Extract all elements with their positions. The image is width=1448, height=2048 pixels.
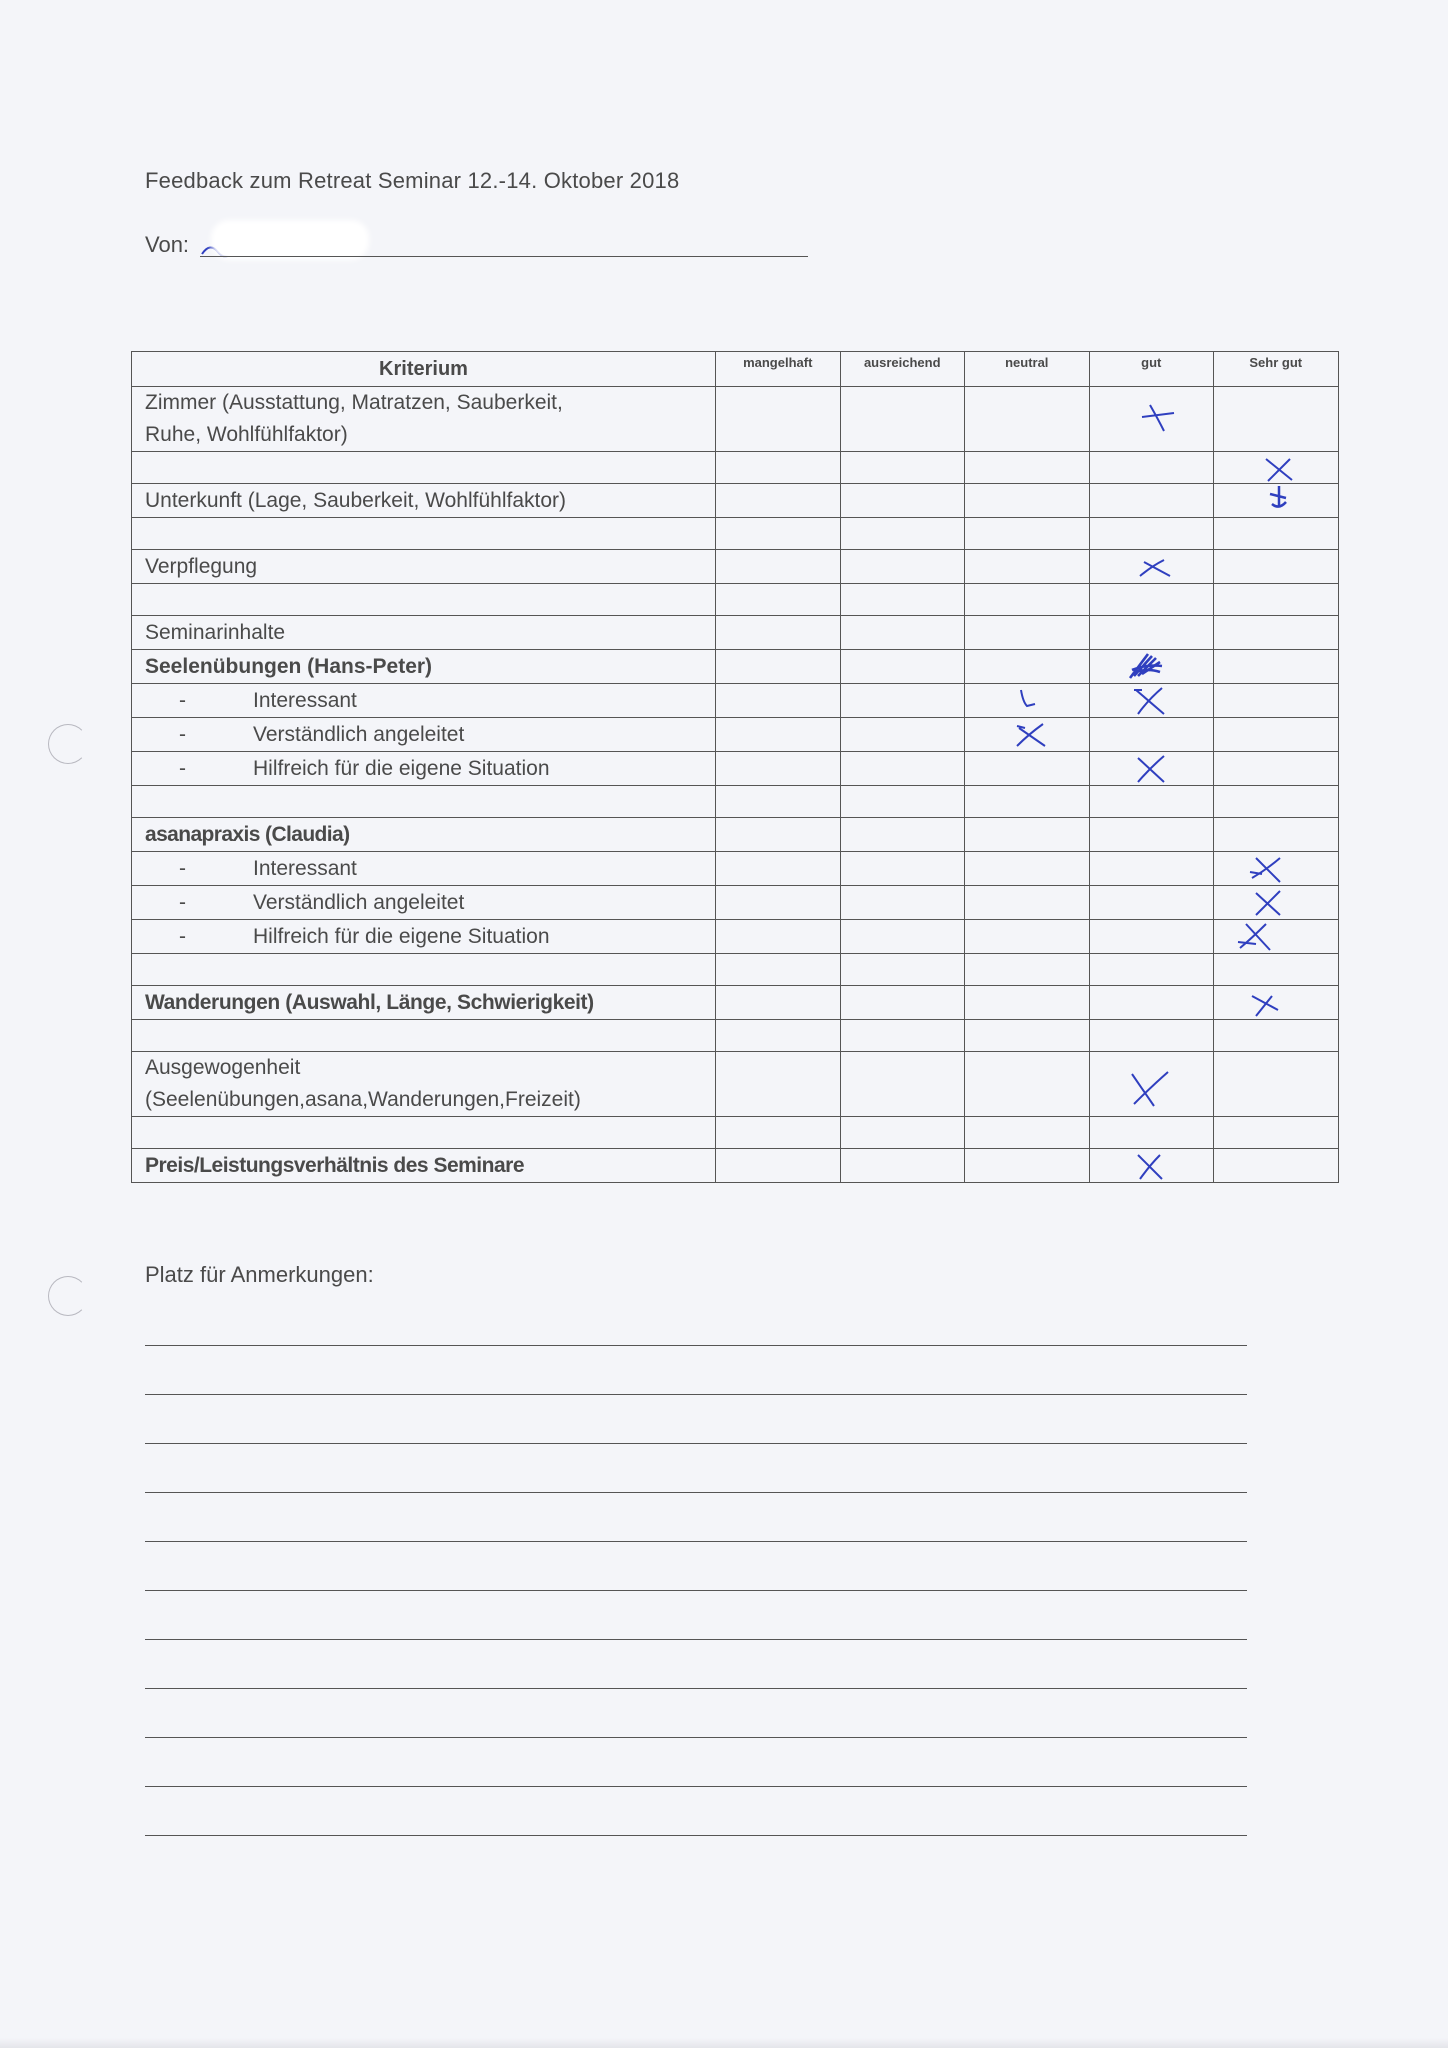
cell-seelen-gut[interactable] [1089, 650, 1214, 684]
header-criterion: Kriterium [132, 352, 716, 387]
remarks-line[interactable] [145, 1492, 1247, 1493]
criterion-seminarinhalte: Seminarinhalte [132, 616, 716, 650]
cell-seelen-hilfreich-mangelhaft[interactable] [716, 752, 841, 786]
spacer-cell [840, 584, 965, 616]
spacer-cell [965, 954, 1090, 986]
spacer-cell [1214, 584, 1339, 616]
criterion-seelen-hilfreich-label: Hilfreich für die eigene Situation [253, 757, 550, 780]
remarks-line[interactable] [145, 1835, 1247, 1836]
spacer-cell [1214, 1117, 1339, 1149]
cross-mark [1128, 1070, 1172, 1110]
cell-seelen-mangelhaft[interactable] [716, 650, 841, 684]
cell-seelen-interessant-gut[interactable] [1089, 684, 1214, 718]
spacer-cell [1089, 452, 1214, 484]
spacer-cell [132, 786, 716, 818]
cell-seelen-verstaendlich-mangelhaft[interactable] [716, 718, 841, 752]
cell-seelen-ausreichend[interactable] [840, 650, 965, 684]
table-row-spacer [132, 954, 1339, 986]
criterion-asana-verstaendlich [132, 886, 716, 920]
cell-seelen-interessant-mangelhaft[interactable] [716, 684, 841, 718]
cell-asana-verstaendlich-mangelhaft[interactable] [716, 886, 841, 920]
header-mangelhaft: mangelhaft [716, 352, 841, 387]
remarks-line[interactable] [145, 1541, 1247, 1542]
cell-verpflegung-ausreichend[interactable] [840, 550, 965, 584]
cell-seminarinhalte-gut [1089, 616, 1214, 650]
cell-asana-ausreichend [840, 818, 965, 852]
cell-unterkunft-sehr-gut-upper [1214, 452, 1339, 484]
criterion-ausgewogenheit-line2: (Seelenübungen,asana,Wanderungen,Freizeit) [145, 1088, 581, 1111]
cell-unterkunft-gut[interactable] [1089, 484, 1214, 518]
cell-seelen-hilfreich-neutral[interactable] [965, 752, 1090, 786]
cell-unterkunft-sehr-gut[interactable] [1214, 484, 1339, 518]
cell-preis-sehr-gut[interactable] [1214, 1149, 1339, 1183]
header-neutral: neutral [965, 352, 1090, 387]
spacer-cell [1089, 518, 1214, 550]
criterion-seelen-hilfreich [132, 752, 716, 786]
table-row-spacer [132, 1117, 1339, 1149]
bullet-dash: - [179, 857, 186, 880]
cell-asana-gut [1089, 818, 1214, 852]
cell-ausgewogen-ausreichend[interactable] [840, 1052, 965, 1117]
header-gut: gut [1089, 352, 1214, 387]
cell-asana-sehr-gut [1214, 818, 1339, 852]
criterion-asana-hilfreich [132, 920, 716, 954]
cell-preis-gut[interactable] [1089, 1149, 1214, 1183]
punch-hole [48, 1276, 88, 1316]
cell-ausgewogen-sehr-gut[interactable] [1214, 1052, 1339, 1117]
table-row [132, 818, 1339, 852]
table-row-spacer [132, 584, 1339, 616]
cell-asana-verstaendlich-sehr-gut[interactable] [1214, 886, 1339, 920]
cell-unterkunft-mangelhaft[interactable] [716, 484, 841, 518]
spacer-cell [132, 1117, 716, 1149]
cell-preis-ausreichend[interactable] [840, 1149, 965, 1183]
cell-seelen-interessant-sehr-gut[interactable] [1214, 684, 1339, 718]
from-label: Von: [145, 232, 190, 257]
remarks-label: Platz für Anmerkungen: [145, 1262, 374, 1287]
spacer-cell [1089, 584, 1214, 616]
criterion-asana-interessant [132, 852, 716, 886]
cell-seelen-interessant-neutral[interactable] [965, 684, 1090, 718]
criterion-seelen-verstaendlich [132, 718, 716, 752]
spacer-cell [840, 954, 965, 986]
cell-unterkunft-ausreichend[interactable] [840, 484, 965, 518]
criterion-asana-interessant-label: Interessant [253, 857, 357, 880]
cell-seminarinhalte-ausreichend [840, 616, 965, 650]
table-row [132, 616, 1339, 650]
spacer-cell [965, 584, 1090, 616]
header-ausreichend: ausreichend [840, 352, 965, 387]
remarks-line[interactable] [145, 1345, 1247, 1346]
spacer-cell [965, 1117, 1090, 1149]
cross-mark [1138, 558, 1172, 580]
spacer-cell [840, 1117, 965, 1149]
spacer-cell [1089, 1020, 1214, 1052]
spacer-cell [1089, 786, 1214, 818]
criterion-asanapraxis: asanapraxis (Claudia) [132, 818, 716, 852]
cross-mark [1248, 992, 1282, 1018]
cell-verpflegung-mangelhaft[interactable] [716, 550, 841, 584]
cell-zimmer-neutral[interactable] [965, 387, 1090, 452]
cross-mark [1252, 889, 1284, 917]
spacer-cell [132, 584, 716, 616]
criterion-zimmer [132, 387, 716, 452]
form-title: Feedback zum Retreat Seminar 12.-14. Oktober 2018 [145, 168, 680, 193]
spacer-cell [716, 452, 841, 484]
table-row-spacer [132, 786, 1339, 818]
table-row-spacer [132, 452, 1339, 484]
page-bottom-edge [0, 2038, 1448, 2048]
cross-mark [1134, 1151, 1166, 1181]
table-row [132, 886, 1339, 920]
spacer-cell [965, 452, 1090, 484]
cross-mark [1236, 922, 1276, 952]
spacer-cell [965, 518, 1090, 550]
spacer-cell [1089, 954, 1214, 986]
spacer-cell [716, 1117, 841, 1149]
table-row [132, 387, 1339, 452]
cell-wanderungen-sehr-gut[interactable] [1214, 986, 1339, 1020]
cell-seelen-interessant-ausreichend[interactable] [840, 684, 965, 718]
spacer-cell [965, 786, 1090, 818]
criterion-preis: Preis/Leistungsverhältnis des Seminare [132, 1149, 716, 1183]
cell-seelen-neutral[interactable] [965, 650, 1090, 684]
redaction-blot [215, 224, 365, 256]
cell-ausgewogen-gut[interactable] [1089, 1052, 1214, 1117]
cell-zimmer-sehr-gut[interactable] [1214, 387, 1339, 452]
spacer-cell [840, 1020, 965, 1052]
cell-wanderungen-gut[interactable] [1089, 986, 1214, 1020]
cell-seminarinhalte-sehr-gut [1214, 616, 1339, 650]
table-row [132, 550, 1339, 584]
spacer-cell [840, 452, 965, 484]
cell-seelen-verstaendlich-sehr-gut[interactable] [1214, 718, 1339, 752]
spacer-cell [1089, 1117, 1214, 1149]
cell-wanderungen-ausreichend[interactable] [840, 986, 965, 1020]
cell-seminarinhalte-mangelhaft [716, 616, 841, 650]
cell-preis-mangelhaft[interactable] [716, 1149, 841, 1183]
table-row [132, 650, 1339, 684]
cell-asana-verstaendlich-ausreichend[interactable] [840, 886, 965, 920]
cross-mark [1134, 754, 1168, 784]
cell-ausgewogen-mangelhaft[interactable] [716, 1052, 841, 1117]
table-row [132, 986, 1339, 1020]
table-row [132, 484, 1339, 518]
cell-seelen-verstaendlich-ausreichend[interactable] [840, 718, 965, 752]
cell-asana-interessant-sehr-gut[interactable] [1214, 852, 1339, 886]
table-header-row [132, 352, 1339, 387]
remarks-line[interactable] [145, 1443, 1247, 1444]
criterion-wanderungen: Wanderungen (Auswahl, Länge, Schwierigkeit) [132, 986, 716, 1020]
criterion-ausgewogenheit-line1: Ausgewogenheit [145, 1056, 301, 1079]
table-row [132, 684, 1339, 718]
criterion-seelen-interessant [132, 684, 716, 718]
cell-verpflegung-sehr-gut[interactable] [1214, 550, 1339, 584]
table-row [132, 1149, 1339, 1183]
criterion-asana-verstaendlich-label: Verständlich angeleitet [253, 891, 465, 914]
table-row-spacer [132, 518, 1339, 550]
remarks-line[interactable] [145, 1394, 1247, 1395]
cell-seelen-hilfreich-gut[interactable] [1089, 752, 1214, 786]
spacer-cell [716, 584, 841, 616]
criterion-zimmer-line2: Ruhe, Wohlfühlfaktor) [145, 423, 348, 446]
punch-hole [48, 724, 88, 764]
spacer-cell [716, 954, 841, 986]
criterion-seelenuebungen: Seelenübungen (Hans-Peter) [132, 650, 716, 684]
bullet-dash: - [179, 689, 186, 712]
criterion-ausgewogenheit [132, 1052, 716, 1117]
spacer-cell [840, 786, 965, 818]
cell-seelen-hilfreich-ausreichend[interactable] [840, 752, 965, 786]
cell-seelen-hilfreich-sehr-gut[interactable] [1214, 752, 1339, 786]
bullet-dash: - [179, 891, 186, 914]
cell-asana-neutral [965, 818, 1090, 852]
criterion-unterkunft: Unterkunft (Lage, Sauberkeit, Wohlfühlfaktor) [132, 484, 716, 518]
spacer-cell [716, 518, 841, 550]
header-sehr-gut: Sehr gut [1214, 352, 1339, 387]
cell-asana-verstaendlich-neutral[interactable] [965, 886, 1090, 920]
cell-ausgewogen-neutral[interactable] [965, 1052, 1090, 1117]
table-row [132, 920, 1339, 954]
cross-mark [1015, 722, 1047, 750]
cell-seelen-verstaendlich-gut[interactable] [1089, 718, 1214, 752]
cell-asana-hilfreich-gut[interactable] [1089, 920, 1214, 954]
criterion-zimmer-line1: Zimmer (Ausstattung, Matratzen, Sauberkeit, [145, 391, 563, 414]
table-row-spacer [132, 1020, 1339, 1052]
cell-asana-hilfreich-mangelhaft[interactable] [716, 920, 841, 954]
spacer-cell [716, 786, 841, 818]
cell-wanderungen-neutral[interactable] [965, 986, 1090, 1020]
cell-zimmer-ausreichend[interactable] [840, 387, 965, 452]
spacer-cell [840, 518, 965, 550]
spacer-cell [965, 1020, 1090, 1052]
cell-verpflegung-gut[interactable] [1089, 550, 1214, 584]
remarks-line[interactable] [145, 1688, 1247, 1689]
hook-mark [1017, 688, 1039, 712]
cell-preis-neutral[interactable] [965, 1149, 1090, 1183]
cell-asana-verstaendlich-gut[interactable] [1089, 886, 1214, 920]
cross-mark [1262, 456, 1296, 484]
cell-asana-interessant-ausreichend[interactable] [840, 852, 965, 886]
table-row [132, 752, 1339, 786]
table-row [132, 718, 1339, 752]
spacer-cell [716, 1020, 841, 1052]
cell-unterkunft-neutral[interactable] [965, 484, 1090, 518]
remarks-line[interactable] [145, 1639, 1247, 1640]
remarks-line[interactable] [145, 1737, 1247, 1738]
spacer-cell [1214, 954, 1339, 986]
cell-asana-hilfreich-sehr-gut[interactable] [1214, 920, 1339, 954]
spacer-cell [1214, 1020, 1339, 1052]
spacer-cell [132, 1020, 716, 1052]
cell-asana-hilfreich-neutral[interactable] [965, 920, 1090, 954]
criterion-asana-hilfreich-label: Hilfreich für die eigene Situation [253, 925, 550, 948]
cell-zimmer-mangelhaft[interactable] [716, 387, 841, 452]
table-row [132, 1052, 1339, 1117]
criterion-seelen-interessant-label: Interessant [253, 689, 357, 712]
feedback-criteria-table [131, 351, 1339, 1183]
scribble-mark [1126, 652, 1166, 680]
bullet-dash: - [179, 925, 186, 948]
remarks-line[interactable] [145, 1786, 1247, 1787]
cell-asana-hilfreich-ausreichend[interactable] [840, 920, 965, 954]
cell-asana-interessant-neutral[interactable] [965, 852, 1090, 886]
table-row [132, 852, 1339, 886]
cell-wanderungen-mangelhaft[interactable] [716, 986, 841, 1020]
cross-mark [1248, 854, 1284, 884]
criterion-seelen-verstaendlich-label: Verständlich angeleitet [253, 723, 465, 746]
spacer-cell [1214, 518, 1339, 550]
spacer-cell [132, 452, 716, 484]
cell-verpflegung-neutral[interactable] [965, 550, 1090, 584]
bullet-dash: - [179, 723, 186, 746]
cell-asana-mangelhaft [716, 818, 841, 852]
cell-asana-interessant-gut[interactable] [1089, 852, 1214, 886]
cell-seminarinhalte-neutral [965, 616, 1090, 650]
check-x-mark [1140, 403, 1176, 433]
spacer-cell [1214, 786, 1339, 818]
cross-mark [1132, 686, 1168, 716]
spacer-cell [132, 954, 716, 986]
from-signature-line [200, 256, 808, 257]
cell-seelen-sehr-gut[interactable] [1214, 650, 1339, 684]
cell-zimmer-gut[interactable] [1089, 387, 1214, 452]
bullet-dash: - [179, 757, 186, 780]
spacer-cell [132, 518, 716, 550]
cell-seelen-verstaendlich-neutral[interactable] [965, 718, 1090, 752]
cell-asana-interessant-mangelhaft[interactable] [716, 852, 841, 886]
criterion-verpflegung: Verpflegung [132, 550, 716, 584]
scribble-mark [1266, 484, 1292, 510]
remarks-line[interactable] [145, 1590, 1247, 1591]
